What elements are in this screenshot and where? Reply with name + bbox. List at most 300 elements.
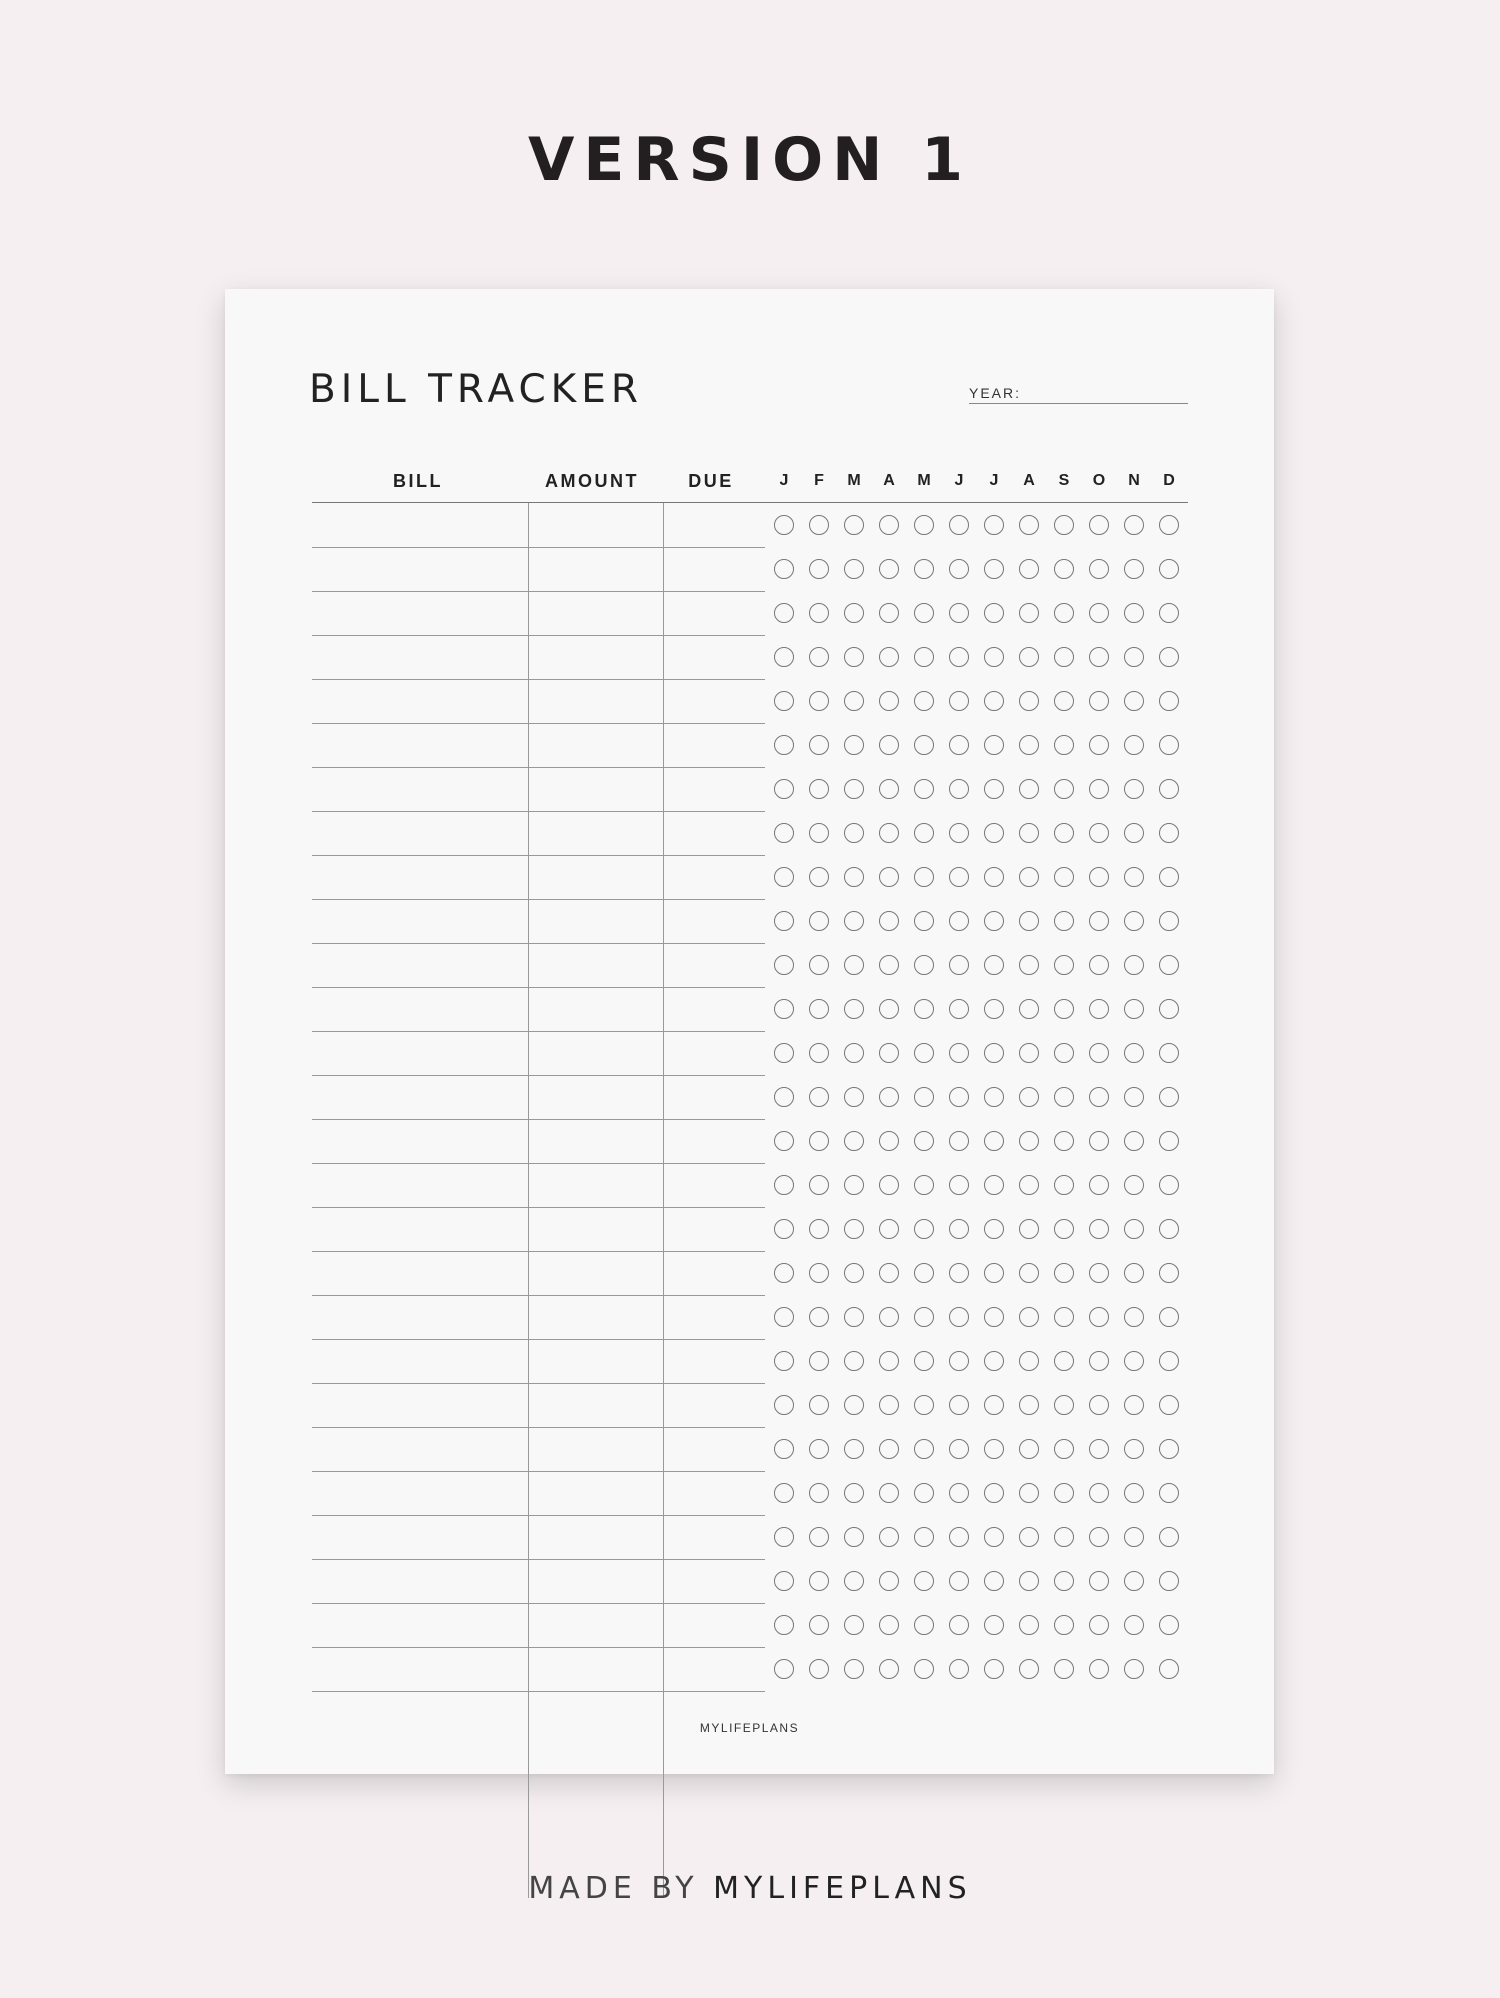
paid-checkbox[interactable]: [879, 1087, 899, 1107]
paid-checkbox[interactable]: [984, 735, 1004, 755]
paid-checkbox[interactable]: [774, 1263, 794, 1283]
paid-checkbox[interactable]: [1159, 647, 1179, 667]
paid-checkbox[interactable]: [1124, 1439, 1144, 1459]
paid-checkbox[interactable]: [1089, 1483, 1109, 1503]
paid-checkbox[interactable]: [1089, 603, 1109, 623]
paid-checkbox[interactable]: [914, 911, 934, 931]
paid-checkbox[interactable]: [1089, 515, 1109, 535]
paid-checkbox[interactable]: [1159, 1395, 1179, 1415]
paid-checkbox[interactable]: [809, 1351, 829, 1371]
paid-checkbox[interactable]: [844, 691, 864, 711]
paid-checkbox[interactable]: [879, 647, 899, 667]
paid-checkbox[interactable]: [1054, 999, 1074, 1019]
paid-checkbox[interactable]: [879, 1659, 899, 1679]
paid-checkbox[interactable]: [1159, 955, 1179, 975]
paid-checkbox[interactable]: [844, 779, 864, 799]
paid-checkbox[interactable]: [1159, 1131, 1179, 1151]
paid-checkbox[interactable]: [809, 1219, 829, 1239]
paid-checkbox[interactable]: [914, 1483, 934, 1503]
paid-checkbox[interactable]: [1054, 1483, 1074, 1503]
paid-checkbox[interactable]: [844, 1527, 864, 1547]
paid-checkbox[interactable]: [1124, 735, 1144, 755]
paid-checkbox[interactable]: [984, 1131, 1004, 1151]
paid-checkbox[interactable]: [1124, 1131, 1144, 1151]
paid-checkbox[interactable]: [1089, 735, 1109, 755]
paid-checkbox[interactable]: [809, 1659, 829, 1679]
paid-checkbox[interactable]: [949, 1219, 969, 1239]
paid-checkbox[interactable]: [949, 515, 969, 535]
paid-checkbox[interactable]: [949, 955, 969, 975]
paid-checkbox[interactable]: [1124, 603, 1144, 623]
paid-checkbox[interactable]: [1124, 1351, 1144, 1371]
paid-checkbox[interactable]: [879, 1043, 899, 1063]
paid-checkbox[interactable]: [844, 823, 864, 843]
paid-checkbox[interactable]: [1124, 911, 1144, 931]
paid-checkbox[interactable]: [1019, 515, 1039, 535]
paid-checkbox[interactable]: [949, 691, 969, 711]
paid-checkbox[interactable]: [1054, 691, 1074, 711]
paid-checkbox[interactable]: [914, 1307, 934, 1327]
paid-checkbox[interactable]: [879, 1527, 899, 1547]
paid-checkbox[interactable]: [949, 1571, 969, 1591]
paid-checkbox[interactable]: [914, 1351, 934, 1371]
paid-checkbox[interactable]: [774, 1659, 794, 1679]
paid-checkbox[interactable]: [984, 559, 1004, 579]
paid-checkbox[interactable]: [844, 603, 864, 623]
paid-checkbox[interactable]: [879, 955, 899, 975]
paid-checkbox[interactable]: [949, 999, 969, 1019]
paid-checkbox[interactable]: [844, 911, 864, 931]
paid-checkbox[interactable]: [1124, 1175, 1144, 1195]
paid-checkbox[interactable]: [844, 1395, 864, 1415]
paid-checkbox[interactable]: [984, 1527, 1004, 1547]
paid-checkbox[interactable]: [774, 1043, 794, 1063]
paid-checkbox[interactable]: [1054, 823, 1074, 843]
paid-checkbox[interactable]: [1054, 647, 1074, 667]
paid-checkbox[interactable]: [774, 1483, 794, 1503]
paid-checkbox[interactable]: [914, 647, 934, 667]
paid-checkbox[interactable]: [984, 1175, 1004, 1195]
paid-checkbox[interactable]: [914, 867, 934, 887]
paid-checkbox[interactable]: [1124, 1043, 1144, 1063]
paid-checkbox[interactable]: [1089, 1571, 1109, 1591]
paid-checkbox[interactable]: [1159, 1351, 1179, 1371]
paid-checkbox[interactable]: [1124, 1659, 1144, 1679]
paid-checkbox[interactable]: [1019, 1571, 1039, 1591]
paid-checkbox[interactable]: [1159, 1571, 1179, 1591]
paid-checkbox[interactable]: [879, 1483, 899, 1503]
paid-checkbox[interactable]: [949, 1175, 969, 1195]
paid-checkbox[interactable]: [809, 911, 829, 931]
paid-checkbox[interactable]: [1159, 1439, 1179, 1459]
paid-checkbox[interactable]: [1019, 867, 1039, 887]
paid-checkbox[interactable]: [1054, 1087, 1074, 1107]
paid-checkbox[interactable]: [774, 1351, 794, 1371]
paid-checkbox[interactable]: [879, 1131, 899, 1151]
paid-checkbox[interactable]: [914, 955, 934, 975]
paid-checkbox[interactable]: [949, 823, 969, 843]
paid-checkbox[interactable]: [1019, 603, 1039, 623]
paid-checkbox[interactable]: [809, 999, 829, 1019]
paid-checkbox[interactable]: [949, 867, 969, 887]
paid-checkbox[interactable]: [1019, 1219, 1039, 1239]
paid-checkbox[interactable]: [879, 559, 899, 579]
paid-checkbox[interactable]: [844, 955, 864, 975]
paid-checkbox[interactable]: [774, 999, 794, 1019]
paid-checkbox[interactable]: [1019, 999, 1039, 1019]
paid-checkbox[interactable]: [914, 779, 934, 799]
paid-checkbox[interactable]: [1159, 1615, 1179, 1635]
paid-checkbox[interactable]: [1089, 867, 1109, 887]
paid-checkbox[interactable]: [1124, 1219, 1144, 1239]
paid-checkbox[interactable]: [949, 1351, 969, 1371]
paid-checkbox[interactable]: [914, 1131, 934, 1151]
paid-checkbox[interactable]: [1159, 1483, 1179, 1503]
paid-checkbox[interactable]: [844, 1219, 864, 1239]
paid-checkbox[interactable]: [1124, 559, 1144, 579]
paid-checkbox[interactable]: [1159, 1219, 1179, 1239]
paid-checkbox[interactable]: [844, 559, 864, 579]
paid-checkbox[interactable]: [1159, 823, 1179, 843]
paid-checkbox[interactable]: [949, 1307, 969, 1327]
paid-checkbox[interactable]: [914, 1659, 934, 1679]
paid-checkbox[interactable]: [1089, 1043, 1109, 1063]
paid-checkbox[interactable]: [774, 867, 794, 887]
paid-checkbox[interactable]: [1089, 1087, 1109, 1107]
paid-checkbox[interactable]: [1019, 1615, 1039, 1635]
paid-checkbox[interactable]: [879, 1219, 899, 1239]
paid-checkbox[interactable]: [1019, 1263, 1039, 1283]
paid-checkbox[interactable]: [809, 1175, 829, 1195]
paid-checkbox[interactable]: [1159, 1087, 1179, 1107]
paid-checkbox[interactable]: [1019, 955, 1039, 975]
paid-checkbox[interactable]: [984, 647, 1004, 667]
paid-checkbox[interactable]: [844, 1659, 864, 1679]
paid-checkbox[interactable]: [809, 735, 829, 755]
paid-checkbox[interactable]: [1159, 603, 1179, 623]
paid-checkbox[interactable]: [1124, 1527, 1144, 1547]
paid-checkbox[interactable]: [1124, 779, 1144, 799]
paid-checkbox[interactable]: [1054, 955, 1074, 975]
paid-checkbox[interactable]: [914, 1043, 934, 1063]
paid-checkbox[interactable]: [879, 823, 899, 843]
paid-checkbox[interactable]: [1124, 867, 1144, 887]
paid-checkbox[interactable]: [949, 1263, 969, 1283]
paid-checkbox[interactable]: [949, 603, 969, 623]
paid-checkbox[interactable]: [1124, 999, 1144, 1019]
paid-checkbox[interactable]: [1089, 691, 1109, 711]
paid-checkbox[interactable]: [809, 1483, 829, 1503]
paid-checkbox[interactable]: [1054, 1263, 1074, 1283]
paid-checkbox[interactable]: [1159, 911, 1179, 931]
paid-checkbox[interactable]: [1019, 823, 1039, 843]
paid-checkbox[interactable]: [984, 1659, 1004, 1679]
paid-checkbox[interactable]: [879, 867, 899, 887]
paid-checkbox[interactable]: [1159, 999, 1179, 1019]
paid-checkbox[interactable]: [1019, 691, 1039, 711]
paid-checkbox[interactable]: [809, 1263, 829, 1283]
paid-checkbox[interactable]: [879, 1571, 899, 1591]
paid-checkbox[interactable]: [1054, 603, 1074, 623]
paid-checkbox[interactable]: [1159, 691, 1179, 711]
paid-checkbox[interactable]: [1124, 955, 1144, 975]
paid-checkbox[interactable]: [984, 911, 1004, 931]
paid-checkbox[interactable]: [984, 955, 1004, 975]
paid-checkbox[interactable]: [1054, 735, 1074, 755]
paid-checkbox[interactable]: [914, 559, 934, 579]
paid-checkbox[interactable]: [914, 1263, 934, 1283]
paid-checkbox[interactable]: [1054, 1571, 1074, 1591]
paid-checkbox[interactable]: [949, 1615, 969, 1635]
paid-checkbox[interactable]: [1159, 867, 1179, 887]
paid-checkbox[interactable]: [1089, 1131, 1109, 1151]
paid-checkbox[interactable]: [1019, 647, 1039, 667]
paid-checkbox[interactable]: [1054, 1351, 1074, 1371]
paid-checkbox[interactable]: [1054, 1615, 1074, 1635]
paid-checkbox[interactable]: [1159, 1263, 1179, 1283]
paid-checkbox[interactable]: [774, 779, 794, 799]
paid-checkbox[interactable]: [1019, 1395, 1039, 1415]
paid-checkbox[interactable]: [1019, 1175, 1039, 1195]
paid-checkbox[interactable]: [949, 1439, 969, 1459]
paid-checkbox[interactable]: [984, 603, 1004, 623]
paid-checkbox[interactable]: [1089, 1175, 1109, 1195]
paid-checkbox[interactable]: [1089, 1219, 1109, 1239]
paid-checkbox[interactable]: [1019, 1307, 1039, 1327]
paid-checkbox[interactable]: [984, 999, 1004, 1019]
paid-checkbox[interactable]: [984, 1351, 1004, 1371]
paid-checkbox[interactable]: [809, 1395, 829, 1415]
paid-checkbox[interactable]: [879, 1439, 899, 1459]
paid-checkbox[interactable]: [774, 911, 794, 931]
paid-checkbox[interactable]: [844, 735, 864, 755]
paid-checkbox[interactable]: [1019, 1087, 1039, 1107]
paid-checkbox[interactable]: [774, 1527, 794, 1547]
paid-checkbox[interactable]: [1054, 1527, 1074, 1547]
paid-checkbox[interactable]: [879, 735, 899, 755]
paid-checkbox[interactable]: [809, 603, 829, 623]
paid-checkbox[interactable]: [809, 955, 829, 975]
paid-checkbox[interactable]: [1159, 1175, 1179, 1195]
paid-checkbox[interactable]: [1124, 1615, 1144, 1635]
paid-checkbox[interactable]: [774, 1571, 794, 1591]
paid-checkbox[interactable]: [844, 1263, 864, 1283]
paid-checkbox[interactable]: [1089, 1263, 1109, 1283]
paid-checkbox[interactable]: [774, 1087, 794, 1107]
paid-checkbox[interactable]: [1089, 1615, 1109, 1635]
paid-checkbox[interactable]: [984, 1263, 1004, 1283]
paid-checkbox[interactable]: [1089, 559, 1109, 579]
paid-checkbox[interactable]: [879, 911, 899, 931]
paid-checkbox[interactable]: [1019, 559, 1039, 579]
paid-checkbox[interactable]: [1054, 867, 1074, 887]
paid-checkbox[interactable]: [984, 691, 1004, 711]
paid-checkbox[interactable]: [914, 515, 934, 535]
paid-checkbox[interactable]: [774, 1131, 794, 1151]
paid-checkbox[interactable]: [879, 999, 899, 1019]
paid-checkbox[interactable]: [1019, 1351, 1039, 1371]
paid-checkbox[interactable]: [844, 1307, 864, 1327]
year-field[interactable]: [969, 403, 1188, 404]
paid-checkbox[interactable]: [844, 1351, 864, 1371]
paid-checkbox[interactable]: [1159, 1307, 1179, 1327]
paid-checkbox[interactable]: [844, 999, 864, 1019]
paid-checkbox[interactable]: [914, 1439, 934, 1459]
paid-checkbox[interactable]: [774, 1439, 794, 1459]
paid-checkbox[interactable]: [774, 515, 794, 535]
paid-checkbox[interactable]: [844, 1571, 864, 1591]
paid-checkbox[interactable]: [1089, 779, 1109, 799]
paid-checkbox[interactable]: [879, 1307, 899, 1327]
paid-checkbox[interactable]: [1054, 515, 1074, 535]
paid-checkbox[interactable]: [809, 515, 829, 535]
paid-checkbox[interactable]: [774, 559, 794, 579]
paid-checkbox[interactable]: [774, 1307, 794, 1327]
paid-checkbox[interactable]: [1159, 779, 1179, 799]
paid-checkbox[interactable]: [1019, 1043, 1039, 1063]
paid-checkbox[interactable]: [774, 1395, 794, 1415]
paid-checkbox[interactable]: [1054, 1659, 1074, 1679]
paid-checkbox[interactable]: [949, 1527, 969, 1547]
paid-checkbox[interactable]: [844, 1087, 864, 1107]
paid-checkbox[interactable]: [1089, 1351, 1109, 1371]
paid-checkbox[interactable]: [984, 1219, 1004, 1239]
paid-checkbox[interactable]: [984, 1483, 1004, 1503]
paid-checkbox[interactable]: [984, 1087, 1004, 1107]
paid-checkbox[interactable]: [1019, 1527, 1039, 1547]
paid-checkbox[interactable]: [809, 779, 829, 799]
paid-checkbox[interactable]: [774, 1615, 794, 1635]
paid-checkbox[interactable]: [809, 1571, 829, 1591]
paid-checkbox[interactable]: [1089, 999, 1109, 1019]
paid-checkbox[interactable]: [949, 1483, 969, 1503]
paid-checkbox[interactable]: [879, 1351, 899, 1371]
paid-checkbox[interactable]: [949, 735, 969, 755]
paid-checkbox[interactable]: [949, 1131, 969, 1151]
paid-checkbox[interactable]: [914, 823, 934, 843]
paid-checkbox[interactable]: [1054, 1307, 1074, 1327]
paid-checkbox[interactable]: [809, 647, 829, 667]
paid-checkbox[interactable]: [1124, 647, 1144, 667]
paid-checkbox[interactable]: [984, 867, 1004, 887]
paid-checkbox[interactable]: [984, 1615, 1004, 1635]
paid-checkbox[interactable]: [914, 1615, 934, 1635]
paid-checkbox[interactable]: [1159, 1659, 1179, 1679]
paid-checkbox[interactable]: [879, 1175, 899, 1195]
paid-checkbox[interactable]: [809, 1307, 829, 1327]
paid-checkbox[interactable]: [1124, 1087, 1144, 1107]
paid-checkbox[interactable]: [879, 691, 899, 711]
paid-checkbox[interactable]: [844, 1043, 864, 1063]
paid-checkbox[interactable]: [774, 603, 794, 623]
paid-checkbox[interactable]: [949, 1395, 969, 1415]
paid-checkbox[interactable]: [1054, 911, 1074, 931]
paid-checkbox[interactable]: [949, 647, 969, 667]
paid-checkbox[interactable]: [774, 1175, 794, 1195]
paid-checkbox[interactable]: [1089, 1527, 1109, 1547]
paid-checkbox[interactable]: [1019, 735, 1039, 755]
paid-checkbox[interactable]: [1089, 1307, 1109, 1327]
paid-checkbox[interactable]: [949, 1659, 969, 1679]
paid-checkbox[interactable]: [1019, 911, 1039, 931]
paid-checkbox[interactable]: [984, 1571, 1004, 1591]
paid-checkbox[interactable]: [1089, 955, 1109, 975]
paid-checkbox[interactable]: [914, 1219, 934, 1239]
paid-checkbox[interactable]: [1124, 1395, 1144, 1415]
paid-checkbox[interactable]: [1124, 515, 1144, 535]
paid-checkbox[interactable]: [1089, 647, 1109, 667]
paid-checkbox[interactable]: [984, 1395, 1004, 1415]
paid-checkbox[interactable]: [809, 1527, 829, 1547]
paid-checkbox[interactable]: [1089, 823, 1109, 843]
paid-checkbox[interactable]: [774, 735, 794, 755]
paid-checkbox[interactable]: [879, 603, 899, 623]
paid-checkbox[interactable]: [1054, 1131, 1074, 1151]
paid-checkbox[interactable]: [1124, 1263, 1144, 1283]
paid-checkbox[interactable]: [844, 1615, 864, 1635]
paid-checkbox[interactable]: [1124, 823, 1144, 843]
paid-checkbox[interactable]: [879, 1615, 899, 1635]
paid-checkbox[interactable]: [949, 1087, 969, 1107]
paid-checkbox[interactable]: [1159, 515, 1179, 535]
paid-checkbox[interactable]: [914, 603, 934, 623]
paid-checkbox[interactable]: [984, 1439, 1004, 1459]
paid-checkbox[interactable]: [809, 823, 829, 843]
paid-checkbox[interactable]: [809, 1615, 829, 1635]
paid-checkbox[interactable]: [1124, 1483, 1144, 1503]
paid-checkbox[interactable]: [949, 911, 969, 931]
paid-checkbox[interactable]: [809, 1439, 829, 1459]
paid-checkbox[interactable]: [1054, 1439, 1074, 1459]
paid-checkbox[interactable]: [1054, 1395, 1074, 1415]
paid-checkbox[interactable]: [879, 1395, 899, 1415]
paid-checkbox[interactable]: [949, 559, 969, 579]
paid-checkbox[interactable]: [774, 691, 794, 711]
paid-checkbox[interactable]: [1089, 1439, 1109, 1459]
paid-checkbox[interactable]: [1054, 559, 1074, 579]
paid-checkbox[interactable]: [1089, 1659, 1109, 1679]
paid-checkbox[interactable]: [984, 1307, 1004, 1327]
paid-checkbox[interactable]: [1159, 735, 1179, 755]
paid-checkbox[interactable]: [984, 515, 1004, 535]
paid-checkbox[interactable]: [1019, 1439, 1039, 1459]
paid-checkbox[interactable]: [1089, 1395, 1109, 1415]
paid-checkbox[interactable]: [809, 691, 829, 711]
paid-checkbox[interactable]: [1019, 779, 1039, 799]
paid-checkbox[interactable]: [984, 779, 1004, 799]
paid-checkbox[interactable]: [879, 779, 899, 799]
paid-checkbox[interactable]: [949, 779, 969, 799]
paid-checkbox[interactable]: [984, 823, 1004, 843]
paid-checkbox[interactable]: [1159, 559, 1179, 579]
paid-checkbox[interactable]: [949, 1043, 969, 1063]
paid-checkbox[interactable]: [844, 1483, 864, 1503]
paid-checkbox[interactable]: [844, 1131, 864, 1151]
paid-checkbox[interactable]: [844, 647, 864, 667]
paid-checkbox[interactable]: [809, 1131, 829, 1151]
paid-checkbox[interactable]: [809, 1043, 829, 1063]
paid-checkbox[interactable]: [809, 1087, 829, 1107]
paid-checkbox[interactable]: [774, 1219, 794, 1239]
paid-checkbox[interactable]: [914, 1527, 934, 1547]
paid-checkbox[interactable]: [879, 1263, 899, 1283]
paid-checkbox[interactable]: [844, 867, 864, 887]
paid-checkbox[interactable]: [774, 647, 794, 667]
paid-checkbox[interactable]: [774, 823, 794, 843]
paid-checkbox[interactable]: [844, 1175, 864, 1195]
paid-checkbox[interactable]: [1124, 1571, 1144, 1591]
paid-checkbox[interactable]: [809, 867, 829, 887]
